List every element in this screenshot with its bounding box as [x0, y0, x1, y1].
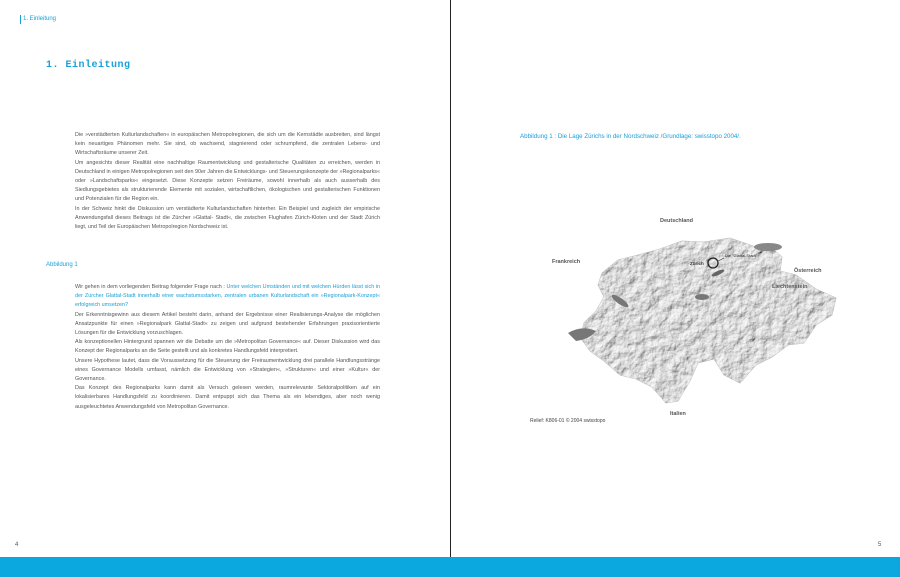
label-glattal: Die "Glattal-Stadt"	[725, 253, 758, 258]
lake-lucerne	[695, 294, 709, 300]
paragraph: Das Konzept des Regionalparks kann damit als Versuch gelesen werden, raumrelevante Sektoralpolitiken auf ein lokalisierbares Handlungsfeld zu koordinieren. Damit entpuppt sich das Thema als ein lebendiges, aber noch wenig ausgeleuchtetes Anwendungsfeld von Metropolitan Governance.	[75, 385, 380, 410]
left-page	[0, 0, 450, 557]
page-number-right: 5	[878, 542, 882, 548]
lake-constance	[754, 243, 782, 251]
paragraph: In der Schweiz hinkt die Diskussion um verstädterte Kulturlandschaften hinterher. Ein Beispiel und zugleich der empirische Anwendungsfall dieses Beitrags ist die Zürcher »Glattal- Stadt«, die zwischen Flughafen Zürich-Kloten und der Stadt Zürich liegt, und Teil der Europäischen Metropolregion Nordschweiz ist.	[75, 205, 380, 231]
paragraph: Um angesichts dieser Realität eine nachhaltige Raumentwicklung und gestalterische Qualitäten zu erreichen, werden in Deutschland in einigen Metropolregionen seit den 90er Jahren die Entwicklungs- und Steuerungskonzepte der »Regionalparks« oder »Landschaftsparks« eingesetzt. Diese Konzepte setzen Freiräume, sowohl innerhalb als auch ausserhalb des Siedlungsgebietes als strukturierende Elemente mit sozialen, wirtschaftlichen, ökologischen und gestalterischen Funktionen und Potenzialen für die Region ein.	[75, 159, 380, 203]
label-deutschland: Deutschland	[660, 218, 694, 224]
paragraph: Die »verstädterten Kulturlandschaften« in europäischen Metropolregionen, die sich um die Kernstädte ausbreiten, sind längst kein neuartiges Phänomen mehr. Sie sind, ob wachsend, stagnierend oder schrumpfend, die zentralen Lebens- und Wirtschaftsräume unserer Zeit.	[75, 132, 380, 157]
question-paragraph	[75, 283, 380, 311]
paragraph: Der Erkenntnisgewinn aus diesem Artikel besteht darin, anhand der Ergebnisse einer Realisierungs-Analyse die möglichen Ansatzpunkte für einen »Regionalpark Glattal-Stadt« zu zeigen und aufgrund bestehender Erfahrungen praxisorientierte Lösungen für die Entwicklung vorzuschlagen.	[75, 311, 380, 337]
label-zuerich: Zürich	[690, 261, 704, 266]
page-number-left: 4	[15, 542, 19, 548]
intro-text-block	[75, 131, 380, 232]
running-header: 1. Einleitung	[20, 15, 56, 24]
label-liechtenstein: Liechtenstein	[772, 284, 808, 290]
paragraph: Unsere Hypothese lautet, dass die Voraussetzung für die Steuerung der Freiraumentwicklung drei parallele Handlungsstränge eines Governance Modells umfasst, nämlich die Entwicklung von »Strategien«, »Strukturen« und einer »Kultur« der Governance.	[75, 357, 380, 383]
label-italien: Italien	[670, 411, 686, 417]
figure-reference-label: Abbildung 1	[46, 262, 78, 268]
chapter-title: 1. Einleitung	[46, 60, 131, 71]
figure-caption: Abbildung 1 : Die Lage Zürichs in der Nordschweiz /Grundlage: swisstopo 2004/.	[520, 133, 741, 140]
book-spine-divider	[450, 0, 451, 557]
main-text-block	[75, 283, 380, 412]
switzerland-relief-map	[520, 205, 850, 435]
footer-band	[0, 557, 900, 577]
label-frankreich: Frankreich	[552, 259, 581, 265]
label-oesterreich: Österreich	[794, 268, 822, 274]
question-intro: Wir gehen in dem vorliegenden Beitrag folgender Frage nach :	[75, 284, 227, 290]
map-credit: Relief: K806-01 © 2004 swisstopo	[530, 418, 606, 424]
research-question: Unter welchen Umständen und mit welchen Hürden lässt sich in der Zürcher Glattal-Stadt innerhalb einer wachstumsstarken, zentralen urbanen Kulturlandschaft ein »Regionalpark-Konzept« erfolgreich umsetzen?	[75, 284, 380, 309]
paragraph: Als konzeptionellen Hintergrund spannen wir die Debatte um die »Metropolitan Governance« auf. Dieser Diskussion wird das Konzept der Regionalparks an die Seite gestellt und als konkretes Handlungsfeld interpretiert.	[75, 339, 380, 355]
